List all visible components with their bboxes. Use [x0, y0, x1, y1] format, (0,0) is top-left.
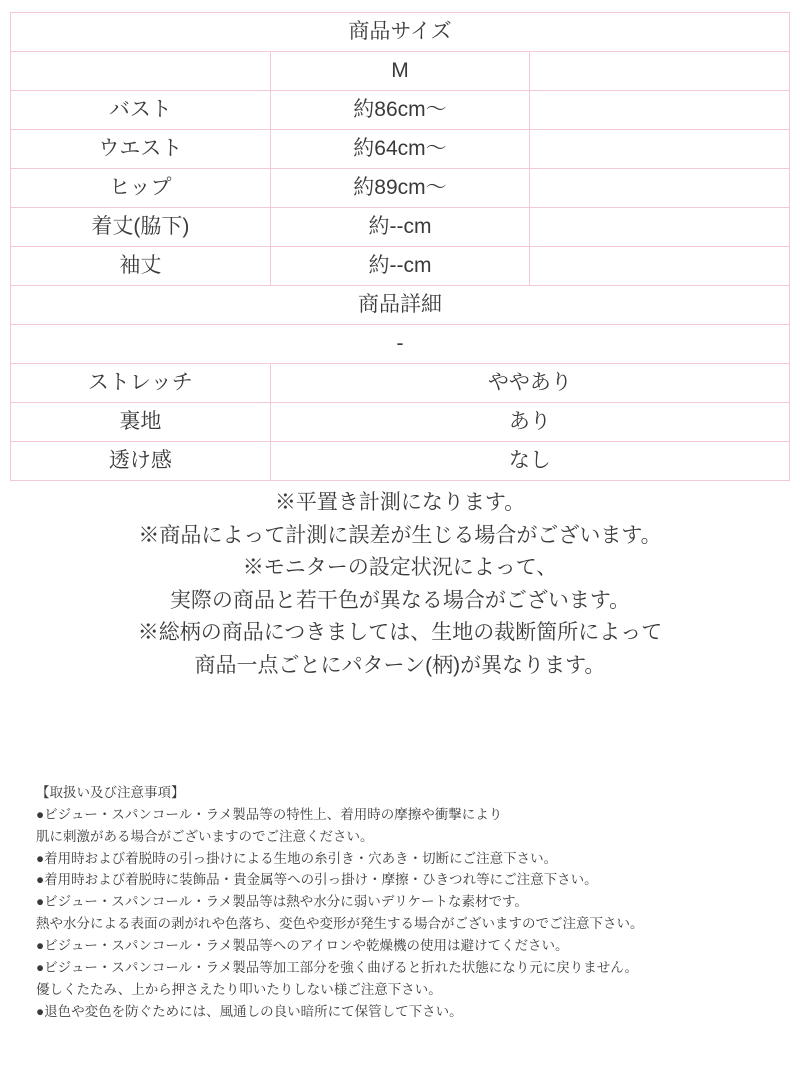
note-line: 商品一点ごとにパターン(柄)が異なります。	[194, 653, 606, 677]
table-row	[11, 130, 790, 169]
care-heading: 【取扱い及び注意事項】	[36, 785, 185, 800]
care-line: ●着用時および着脱時の引っ掛けによる生地の糸引き・穴あき・切断にご注意下さい。	[36, 850, 558, 866]
note-line: ※平置き計測になります。	[274, 491, 526, 514]
detail-label: 透け感	[11, 442, 271, 481]
size-detail-table	[10, 12, 790, 481]
measurement-value: 約89cm～	[270, 169, 530, 208]
table-row	[11, 364, 790, 403]
care-instructions	[36, 782, 644, 1022]
measurement-value: 約86cm～	[270, 91, 530, 130]
table-row	[11, 247, 790, 286]
detail-table-title: 商品詳細	[11, 286, 790, 325]
table-row	[11, 286, 790, 325]
detail-label: ストレッチ	[11, 364, 271, 403]
table-row	[11, 403, 790, 442]
care-line: ●着用時および着脱時に装飾品・貴金属等への引っ掛け・摩擦・ひきつれ等にご注意下さい。	[36, 872, 598, 888]
detail-label: 裏地	[11, 403, 271, 442]
care-line: 優しくたたみ、上から押さえたり叩いたりしない様ご注意下さい。	[36, 981, 442, 997]
detail-value: ややあり	[270, 364, 789, 403]
measurement-label: 着丈(脇下)	[11, 208, 271, 247]
size-table-title: 商品サイズ	[11, 13, 790, 52]
detail-value: なし	[270, 442, 789, 481]
measurement-value: 約--cm	[270, 208, 530, 247]
note-line: ※モニターの設定状況によって、	[242, 556, 558, 580]
note-line: ※商品によって計測に誤差が生じる場合がございます。	[138, 523, 662, 547]
care-line: ●ビジュー・スパンコール・ラメ製品等加工部分を強く曲げると折れた状態になり元に戻りません。	[36, 959, 639, 975]
note-line: ※総柄の商品につきましては、生地の裁断箇所によって	[137, 621, 663, 645]
note-line: 実際の商品と若干色が異なる場合がございます。	[169, 588, 631, 612]
measurement-label: ウエスト	[11, 130, 271, 169]
size-header-blank-cell	[11, 52, 271, 91]
care-line: ●ビジュー・スパンコール・ラメ製品等へのアイロンや乾燥機の使用は避けてください。	[36, 938, 569, 954]
measurement-empty-cell	[530, 208, 790, 247]
detail-material-value: -	[11, 325, 790, 364]
detail-value: あり	[270, 403, 789, 442]
measurement-notes	[10, 487, 790, 682]
table-row	[11, 325, 790, 364]
size-header-empty-cell	[530, 52, 790, 91]
measurement-empty-cell	[530, 247, 790, 286]
care-line: ●退色や変色を防ぐためには、風通しの良い暗所にて保管して下さい。	[36, 1003, 463, 1019]
measurement-label: バスト	[11, 91, 271, 130]
measurement-label: ヒップ	[11, 169, 271, 208]
table-row	[11, 169, 790, 208]
measurement-empty-cell	[530, 91, 790, 130]
size-header-m: M	[270, 52, 530, 91]
table-row	[11, 91, 790, 130]
measurement-empty-cell	[530, 130, 790, 169]
care-line: 熱や水分による表面の剥がれや色落ち、変色や変形が発生する場合がございますのでご注意下さい。	[36, 916, 644, 932]
table-row	[11, 52, 790, 91]
measurement-value: 約64cm～	[270, 130, 530, 169]
table-row	[11, 208, 790, 247]
care-line: ●ビジュー・スパンコール・ラメ製品等は熱や水分に弱いデリケートな素材です。	[36, 894, 528, 910]
care-line: 肌に刺激がある場合がございますのでご注意ください。	[36, 828, 374, 844]
table-row	[11, 13, 790, 52]
care-line: ●ビジュー・スパンコール・ラメ製品等の特性上、着用時の摩擦や衝撃により	[36, 806, 503, 822]
measurement-value: 約--cm	[270, 247, 530, 286]
table-row	[11, 442, 790, 481]
measurement-empty-cell	[530, 169, 790, 208]
measurement-label: 袖丈	[11, 247, 271, 286]
